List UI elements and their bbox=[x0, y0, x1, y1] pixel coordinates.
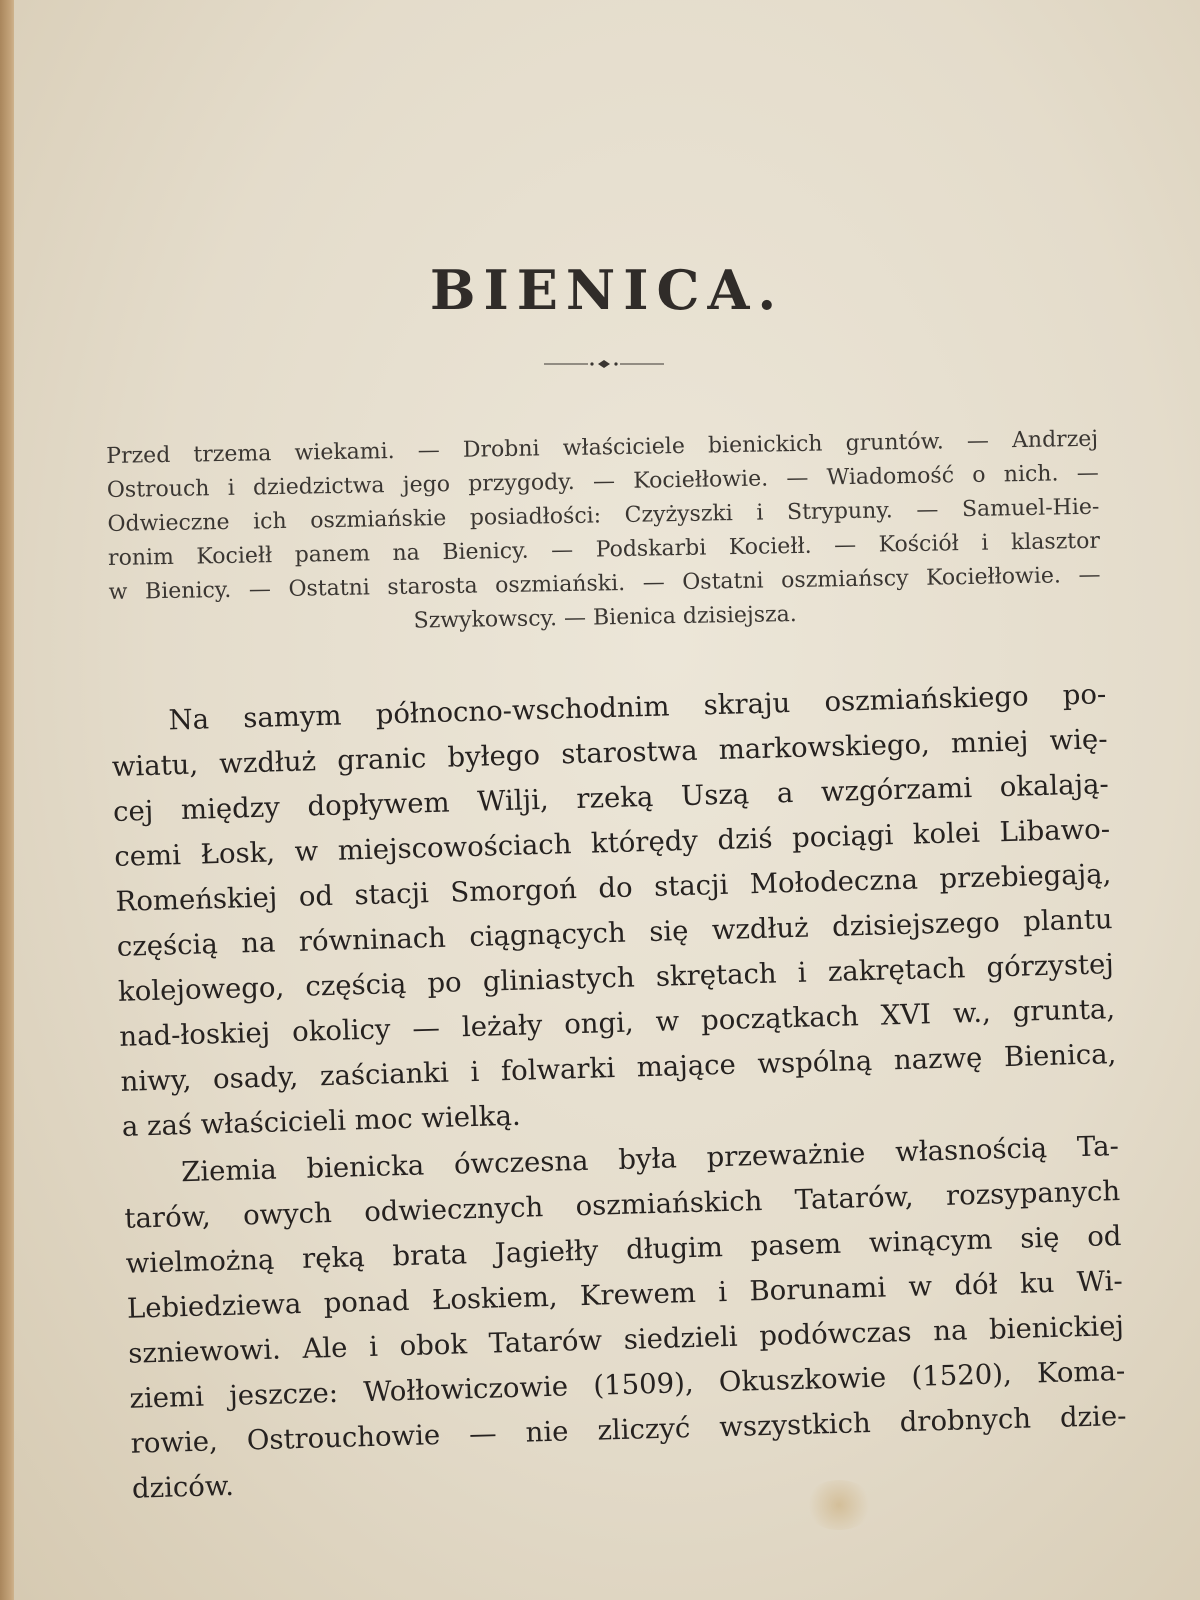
paragraph-2 bbox=[123, 1124, 1129, 1512]
text-line: częścią na równinach ciągnących się wzdłuż dzisiejszego plantu bbox=[116, 903, 1113, 963]
decorative-rule-icon bbox=[544, 358, 664, 370]
text-line: wiatu, wzdłuż granic byłego starostwa markowskiego, mniej wię- bbox=[111, 723, 1108, 783]
summary-line: Odwieczne ich oszmiańskie posiadłości: Czyżyszki i Strypuny. — Samuel-Hie- bbox=[107, 494, 1100, 537]
text-line: wielmożną ręką brata Jagiełły długim pasem winącym się od bbox=[125, 1219, 1122, 1280]
chapter-summary bbox=[106, 423, 1101, 644]
text-line: kolejowego, częścią po gliniastych skrętach i zakrętach górzystej bbox=[117, 948, 1115, 1008]
summary-line: w Bienicy. — Ostatni starosta oszmiański. — Ostatni oszmiańscy Kociełłowie. — bbox=[108, 562, 1101, 605]
text-line: rowie, Ostrouchowie — nie zliczyć wszystkich drobnych dzie- bbox=[130, 1399, 1127, 1460]
paragraph-1 bbox=[110, 672, 1118, 1150]
text-line: dziców. bbox=[131, 1469, 235, 1505]
chapter-title: BIENICA. bbox=[429, 258, 785, 322]
chapter-body bbox=[110, 672, 1128, 1511]
summary-line: Ostrouch i dziedzictwa jego przygody. — Kociełłowie. — Wiadomość o nich. — bbox=[106, 460, 1099, 503]
text-line: szniewowi. Ale i obok Tatarów siedzieli podówczas na bienickiej bbox=[127, 1309, 1125, 1370]
text-line: a zaś właścicieli moc wielką. bbox=[121, 1099, 522, 1143]
text-line: cej między dopływem Wilji, rzeką Uszą a wzgórzami okalają- bbox=[112, 768, 1110, 828]
book-page bbox=[14, 0, 1200, 1600]
summary-line: Szwykowscy. — Bienica dzisiejsza. bbox=[413, 601, 797, 634]
text-line: Ziemia bienicka ówczesna była przeważnie własnością Ta- bbox=[180, 1130, 1120, 1189]
text-line: Romeńskiej od stacji Smorgoń do stacji Mołodeczna przebiegają, bbox=[115, 858, 1112, 918]
text-line: niwy, osady, zaścianki i folwarki mające wspólną nazwę Bienica, bbox=[120, 1038, 1117, 1098]
text-line: Lebiedziewa ponad Łoskiem, Krewem i Borunami w dół ku Wi- bbox=[126, 1264, 1124, 1325]
text-line: tarów, owych odwiecznych oszmiańskich Tatarów, rozsypanych bbox=[124, 1174, 1121, 1235]
text-line: Na samym północno-wschodnim skraju oszmiańskiego po- bbox=[168, 678, 1107, 737]
summary-line: Przed trzema wiekami. — Drobni właściciele bienickich gruntów. — Andrzej bbox=[106, 426, 1099, 469]
text-line: ziemi jeszcze: Wołłowiczowie (1509), Okuszkowie (1520), Koma- bbox=[129, 1354, 1126, 1415]
text-line: nad-łoskiej okolicy — leżały ongi, w początkach XVI w., grunta, bbox=[118, 993, 1116, 1053]
text-line: cemi Łosk, w miejscowościach którędy dziś pociągi kolei Libawo- bbox=[113, 813, 1111, 873]
paper-stain bbox=[804, 1480, 874, 1530]
summary-line: ronim Kociełł panem na Bienicy. — Podskarbi Kociełł. — Kościół i klasztor bbox=[107, 528, 1101, 571]
